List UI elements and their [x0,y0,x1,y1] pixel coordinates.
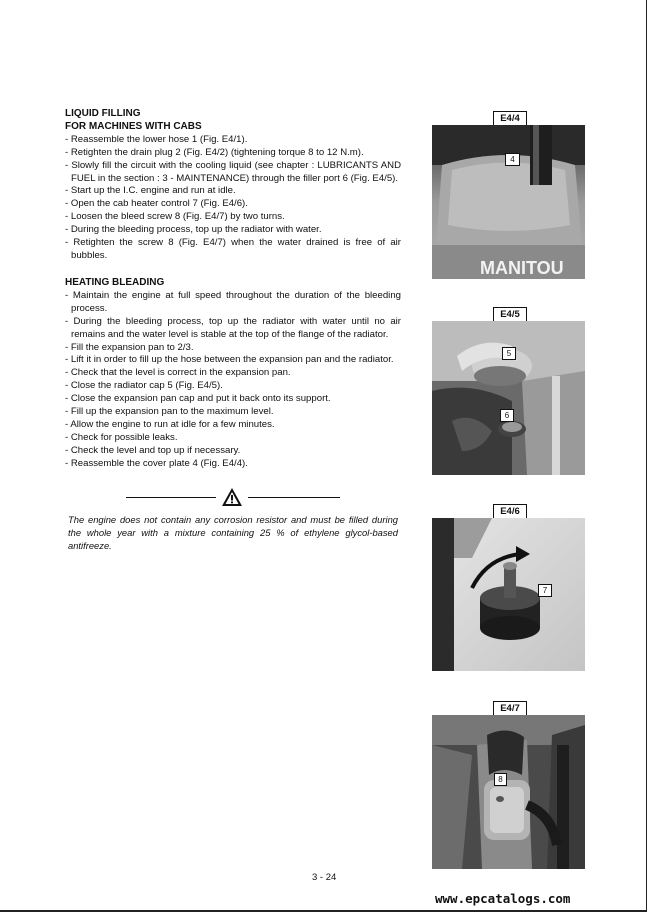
bleeding-step: - Maintain the engine at full speed throughout the duration of the bleeding process. [65,289,401,314]
callout-6: 6 [500,409,514,422]
filling-step: - Retighten the screw 8 (Fig. E4/7) when the water drained is free of air bubbles. [65,237,401,261]
callout-5: 5 [502,347,516,360]
filling-step: - During the bleeding process, top up the radiator with water. [65,224,322,236]
heating-bleeding-heading: HEATING BLEADING [65,277,165,288]
warning-rule-right [248,497,340,498]
warning-triangle-icon [221,487,243,507]
bleeding-step: - Close the expansion pan cap and put it back onto its support. [65,393,331,405]
bleeding-step: - Check the level and top up if necessary. [65,444,241,456]
bleeding-step: - Allow the engine to run at idle for a few minutes. [65,418,275,430]
filling-step: - Reassemble the lower hose 1 (Fig. E4/1). [65,133,248,145]
filling-step: - Slowly fill the circuit with the cooling liquid (see chapter : LUBRICANTS AND FUEL in the section : 3 - MAINTENANCE) through the filler port 6 (Fig. E4/5). [65,159,401,184]
page-frame-bottom [0,910,647,912]
figure-e4-7-photo [432,715,585,869]
callout-7: 7 [538,584,552,597]
filling-step: - Open the cab heater control 7 (Fig. E4/6). [65,198,248,210]
figure-label-e4-6: E4/6 [493,504,527,518]
filling-step: - Retighten the drain plug 2 (Fig. E4/2) (tightening torque 8 to 12 N.m). [65,146,364,158]
figure-label-e4-7: E4/7 [493,701,527,715]
machines-with-cabs-heading: FOR MACHINES WITH CABS [65,120,202,132]
bleeding-step: - Lift it in order to fill up the hose between the expansion pan and the radiator. [65,354,394,366]
bleeding-step: - Close the radiator cap 5 (Fig. E4/5). [65,380,223,392]
bleeding-step: - Fill up the expansion pan to the maximum level. [65,406,274,418]
liquid-filling-heading: LIQUID FILLING [65,108,141,119]
page-number: 3 - 24 [312,872,337,883]
filling-step: - Loosen the bleed screw 8 (Fig. E4/7) by two turns. [65,211,285,223]
callout-4: 4 [505,153,520,166]
callout-8: 8 [494,773,507,786]
figure-label-e4-4: E4/4 [493,111,527,125]
bleeding-step: - Check for possible leaks. [65,431,178,443]
figure-e4-5-photo [432,321,585,475]
website-link[interactable]: www.epcatalogs.com [435,891,571,906]
liquid-filling-section [65,108,401,263]
warning-rule-left [126,497,216,498]
filling-step: - Start up the I.C. engine and run at idle. [65,185,236,197]
bleeding-step: - During the bleeding process, top up the radiator with water until no air remains and the water level is stable at the top of the flange of the radiator. [65,315,401,340]
bleeding-step: - Check that the level is correct in the expansion pan. [65,367,291,379]
manitou-logo-text: MANITOU [480,258,564,278]
warning-text: The engine does not contain any corrosion resistor and must be filled during the whole year with a mixture containing 25 % of ethylene glycol-based antifreeze. [68,514,398,551]
figure-label-e4-5: E4/5 [493,307,527,321]
figure-e4-4-photo [432,125,585,279]
figure-e4-6-photo [432,518,585,671]
bleeding-step: - Fill the expansion pan to 2/3. [65,341,194,353]
heating-bleeding-section [65,277,401,471]
bleeding-step: - Reassemble the cover plate 4 (Fig. E4/4). [65,457,248,469]
